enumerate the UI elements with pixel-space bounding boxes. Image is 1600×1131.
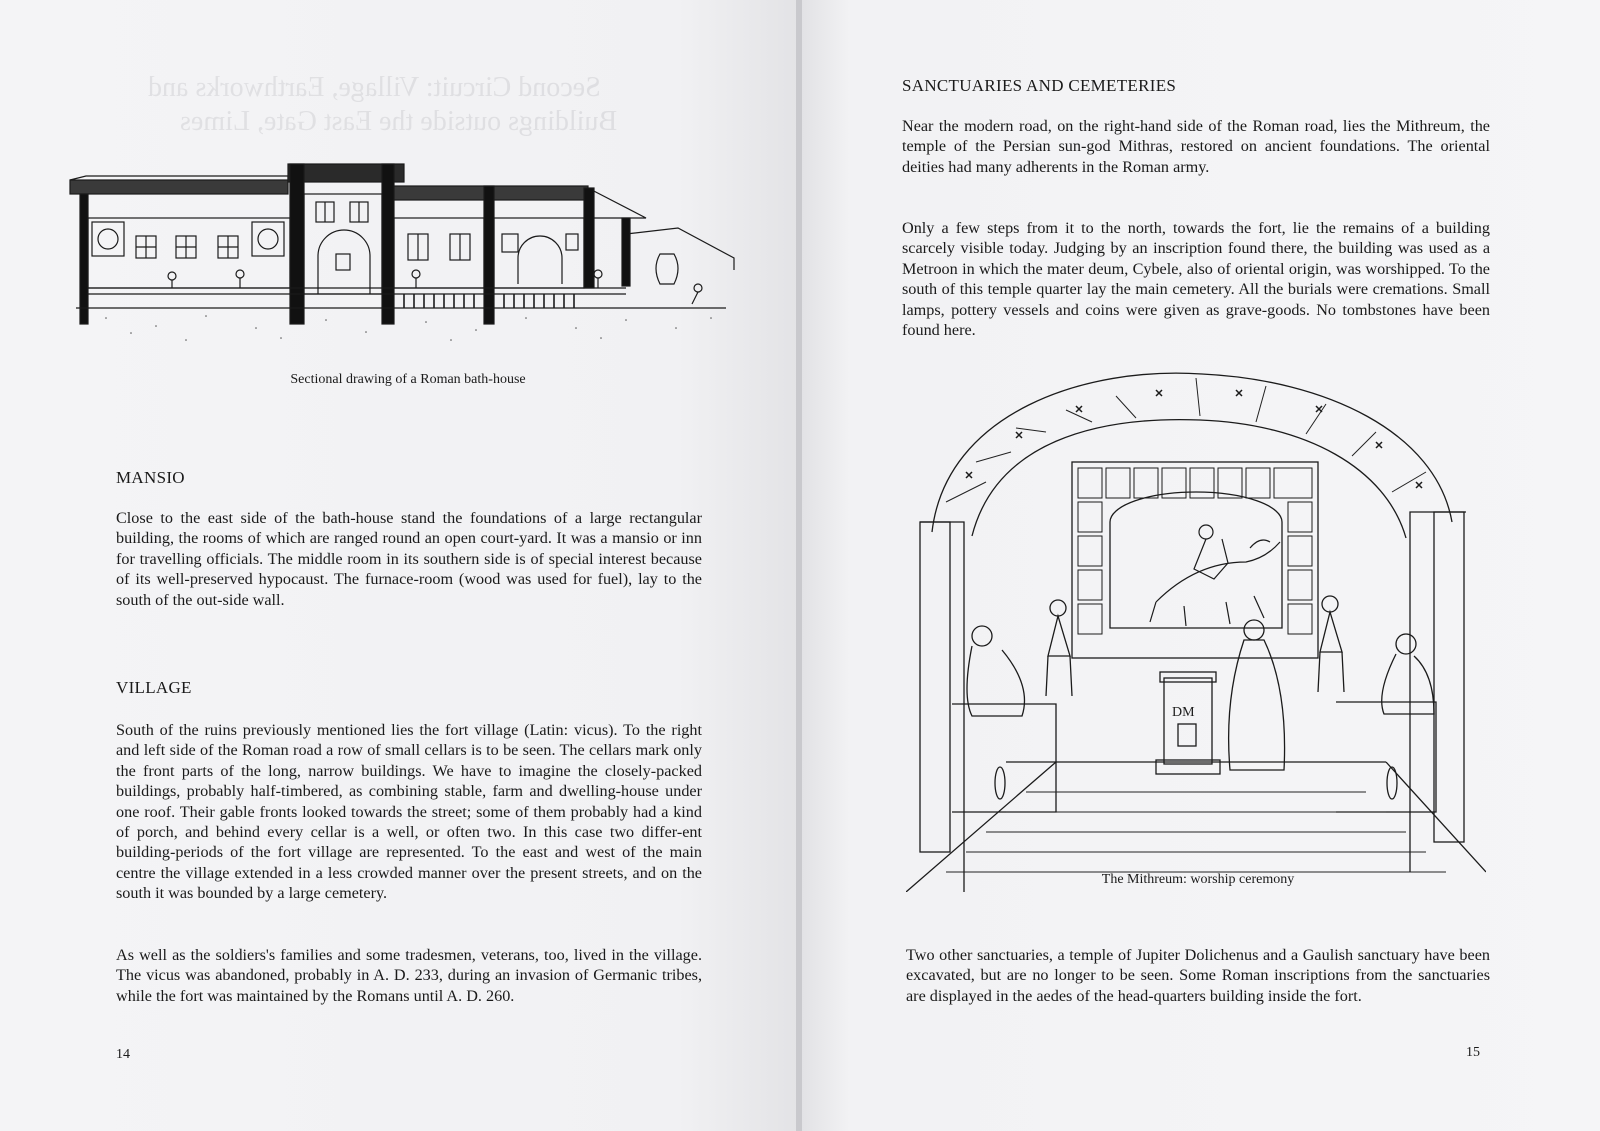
mithreum-drawing bbox=[906, 372, 1486, 892]
page-number-right: 15 bbox=[1466, 1045, 1480, 1060]
sanctuaries-heading: SANCTUARIES AND CEMETERIES bbox=[902, 76, 1177, 95]
bath-house-drawing bbox=[66, 158, 746, 348]
village-paragraph-1: South of the ruins previously mentioned lies the fort village (Latin: vicus). To the right and left side of the Roman road a row of small cellars is to be seen. The cellars mark only the front parts of the long, narrow buildings. We have to imagine the closely-packed buildings, probably half-timbered, as combining stable, farm and dwelling-house under one roof. Their gable fronts looked towards the street; some of them probably had a kind of porch, and behind every cellar is a well, or often two. In this case two differ-ent building-periods of the fort village are represented. To the east and west of the main centre the village extended in a less crowded manner over the present streets, and on the south it was bounded by a large cemetery. bbox=[116, 721, 702, 903]
mithreum-caption: The Mithreum: worship ceremony bbox=[1101, 872, 1295, 887]
right-page bbox=[802, 0, 1600, 1131]
metroon-paragraph: Only a few steps from it to the north, towards the fort, lie the remains of a building scarcely visible today. Judging by an inscription found there, the building was used as a Metroon in which the mater deum, Cybele, also of oriental origin, was worshipped. To the south of this temple quarter lay the main cemetery. All the burials were cremations. Small lamps, pottery vessels and coins were given as grave-goods. No tombstones have been found here. bbox=[902, 219, 1490, 340]
bleed-through-title-1: Second Circuit: Village, Earthworks and bbox=[148, 72, 601, 103]
other-sanctuaries-paragraph: Two other sanctuaries, a temple of Jupiter Dolichenus and a Gaulish sanctuary have been excavated, but are no longer to be seen. Some Roman inscriptions from the sanctuaries are displayed in the aedes of the head-quarters building inside the fort. bbox=[906, 946, 1490, 1005]
mithreum-paragraph: Near the modern road, on the right-hand side of the Roman road, lies the Mithreum, the temple of the Persian sun-god Mithras, restored on ancient foundations. The oriental deities had many adherents in the Roman army. bbox=[902, 117, 1490, 176]
village-paragraph-2: As well as the soldiers's families and some tradesmen, veterans, too, lived in the village. The vicus was abandoned, probably in A. D. 233, during an invasion of Germanic tribes, while the fort was maintained by the Romans until A. D. 260. bbox=[116, 946, 702, 1005]
altar-inscription: DM bbox=[1172, 705, 1195, 720]
mansio-paragraph: Close to the east side of the bath-house stand the foundations of a large rectangular building, the rooms of which are ranged round an open court-yard. It was a mansio or inn for travelling officials. The middle room in its southern side is of special interest because of its well-preserved hypocaust. The furnace-room (wood was used for fuel), lay to the south of the out-side wall. bbox=[116, 509, 702, 609]
mansio-heading: MANSIO bbox=[116, 468, 185, 487]
bath-house-caption: Sectional drawing of a Roman bath-house bbox=[290, 372, 526, 387]
page-number-left: 14 bbox=[116, 1047, 130, 1062]
left-page bbox=[0, 0, 798, 1131]
village-heading: VILLAGE bbox=[116, 678, 192, 697]
bleed-through-title-2: Buildings outside the East Gate, Limes bbox=[180, 106, 618, 137]
